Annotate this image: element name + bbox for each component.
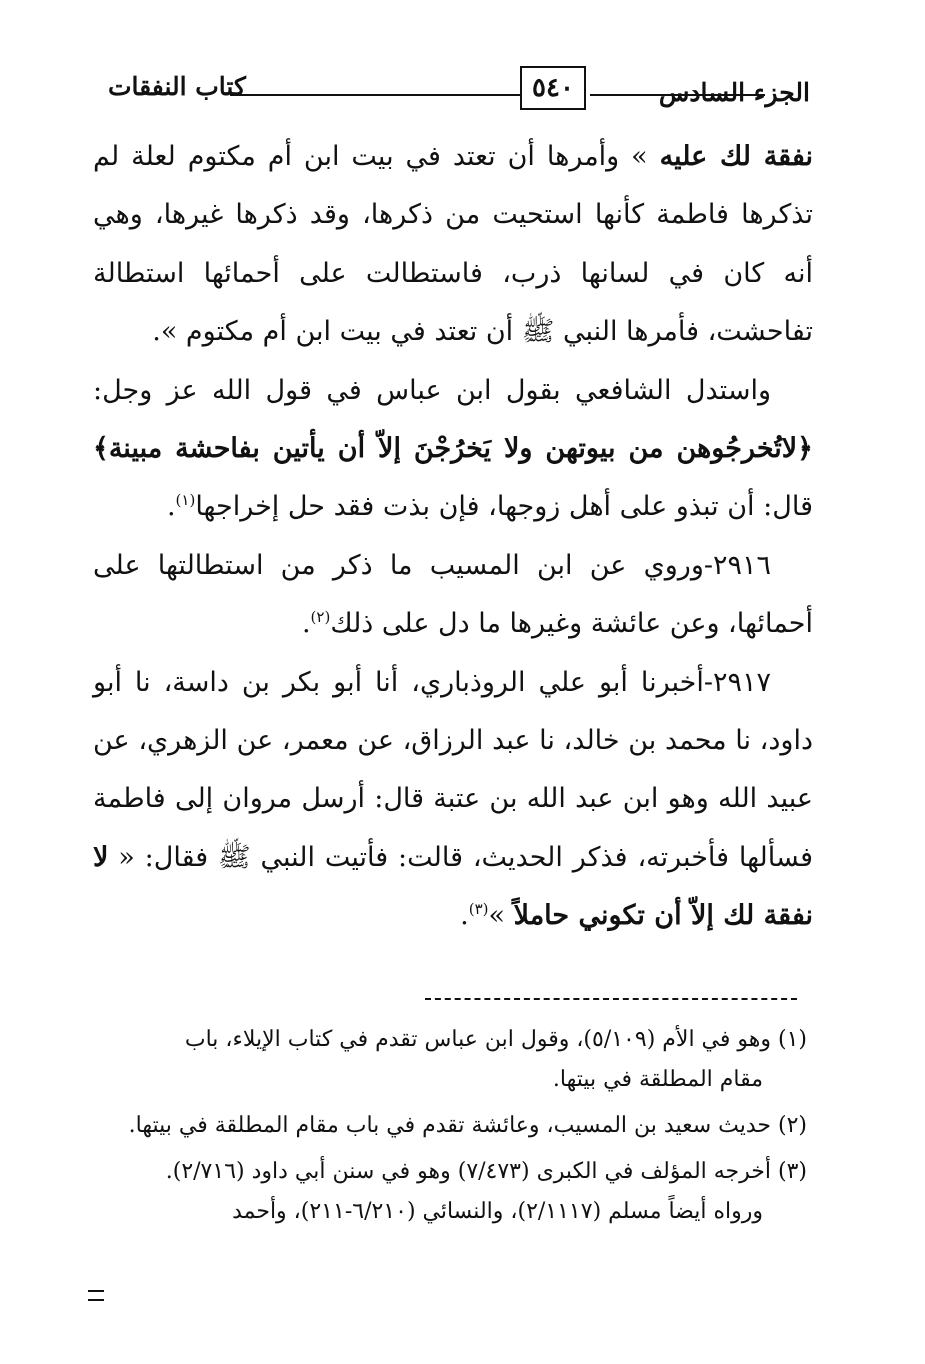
- footnote-3-continuation: ورواه أيضاً مسلم (٢/١١١٧)، والنسائي (٦/٢١٠-٢١١)، وأحمد: [232, 1199, 763, 1224]
- paragraph-2: [93, 362, 813, 537]
- footnote-1-text: (١) وهو في الأم (٥/١٠٩)، وقول ابن عباس تقدم في كتاب الإيلاء، باب: [184, 1027, 807, 1052]
- paragraph-3-end: .: [301, 608, 311, 640]
- page-header: [100, 58, 820, 128]
- paragraph-1-text: » وأمرها أن تعتد في بيت ابن أم مكتوم لعلة لم تذكرها فاطمة كأنها استحيت من ذكرها، وقد ذكرها غيرها، وهي أنه كان في لسانها ذرب، فاستطالت على أحمائها استطالة تفاحشت، فأمرها النبي ﷺ أن تعتد في بيت ابن أم مكتوم ».: [93, 141, 813, 348]
- paragraph-4-close: »: [488, 900, 514, 932]
- footnote-ref-1: (١): [175, 491, 196, 510]
- continuation-mark: [88, 1290, 104, 1301]
- paragraph-3-text: ٢٩١٦-وروي عن ابن المسيب ما ذكر من استطالتها على أحمائها، وعن عائشة وغيرها ما دل على ذلك: [93, 549, 813, 640]
- paragraph-4-text: ٢٩١٧-أخبرنا أبو علي الروذباري، أنا أبو بكر بن داسة، نا أبو داود، نا محمد بن خالد، نا عبد الرزاق، عن معمر، عن الزهري، عن عبيد الله وهو ابن عبد الله بن عتبة قال: أرسل مروان إلى فاطمة فسألها فأخبرته، فذكر الحديث، قالت: فأتيت النبي ﷺ فقال: «: [93, 666, 813, 873]
- quran-verse: ﴿لاتُخرجُوهن من بيوتهن ولا يَخرُجْنَ إلاّ أن يأتين بفاحشة مبينة﴾: [93, 433, 813, 465]
- paragraph-1-bold-start: نفقة لك عليه: [659, 141, 814, 172]
- footnote-3-text: (٣) أخرجه المؤلف في الكبرى (٧/٤٧٣) وهو في سنن أبي داود (٢/٧١٦).: [165, 1159, 807, 1184]
- book-title: كتاب النفقات: [108, 72, 246, 101]
- footnote-ref-3: (٣): [468, 900, 489, 919]
- paragraph-1: [93, 128, 813, 362]
- paragraph-2-after: قال: أن تبذو على أهل زوجها، فإن بذت فقد حل إخراجها: [195, 491, 813, 523]
- footnote-2: (٢) حديث سعيد بن المسيب، وعائشة تقدم في باب مقام المطلقة في بيتها.: [128, 1113, 807, 1138]
- footnote-1: [95, 1020, 807, 1100]
- header-rule-right: [590, 94, 765, 96]
- footnote-separator: [425, 998, 797, 1000]
- footnotes: [95, 1020, 807, 1238]
- header-rule-left: [230, 94, 520, 96]
- footnote-ref-2: (٢): [310, 608, 331, 627]
- footnote-1-continuation: مقام المطلقة في بيتها.: [552, 1067, 763, 1092]
- footnote-3: [95, 1152, 807, 1232]
- paragraph-2-intro: واستدل الشافعي بقول ابن عباس في قول الله عز وجل:: [93, 374, 771, 406]
- paragraph-4-bold-quote: لا نفقة لك إلاّ أن تكوني حاملاً: [93, 841, 813, 932]
- main-text: [93, 128, 813, 946]
- page-number: ٥٤٠: [520, 66, 586, 110]
- paragraph-3: [93, 537, 813, 654]
- paragraph-2-end: .: [166, 491, 176, 523]
- part-title: الجزء السادس: [658, 78, 810, 107]
- paragraph-4-end: .: [460, 900, 469, 932]
- paragraph-4: [93, 654, 813, 946]
